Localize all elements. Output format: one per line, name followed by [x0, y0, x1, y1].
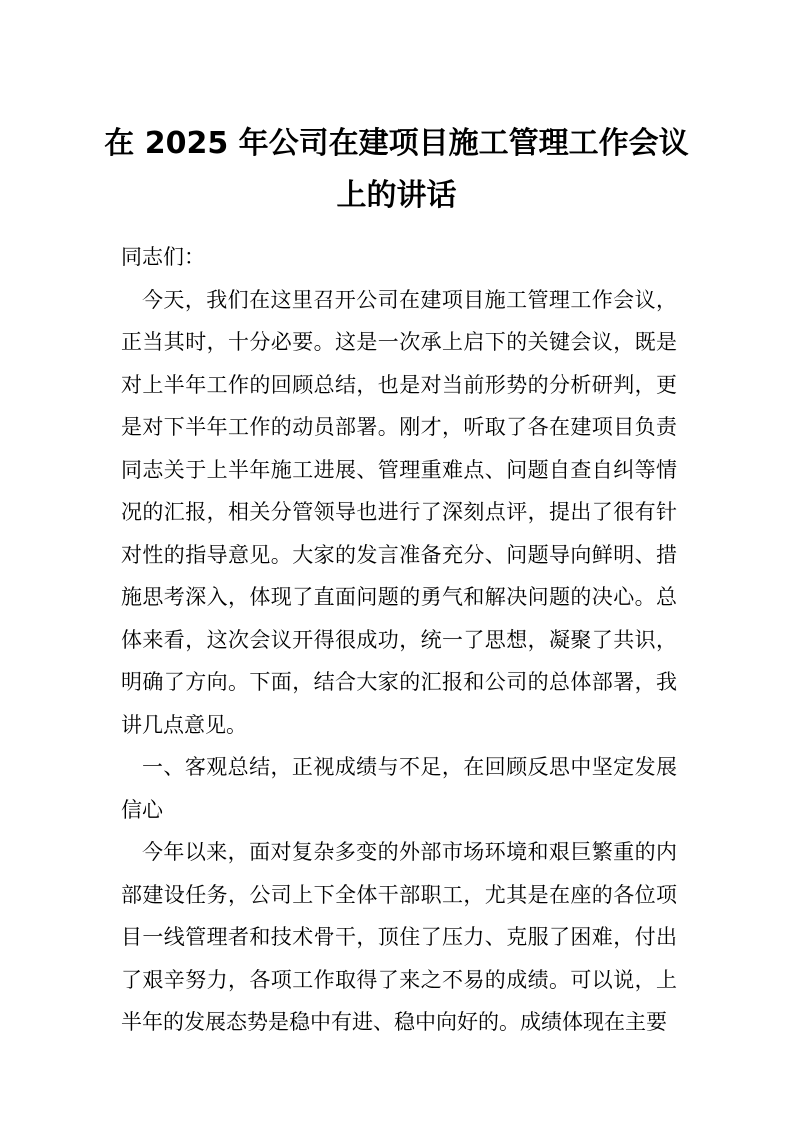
- title-line-1: 在 2025 年公司在建项目施工管理工作会议: [104, 126, 689, 161]
- document-body: [121, 236, 677, 1044]
- salutation: 同志们：: [121, 245, 205, 269]
- section-heading-1: 一、客观总结，正视成绩与不足，在回顾反思中坚定发展信心: [121, 755, 677, 822]
- paragraph-opening: 今天，我们在这里召开公司在建项目施工管理工作会议，正当其时，十分必要。这是一次承上启下的关键会议，既是对上半年工作的回顾总结，也是对当前形势的分析研判，更是对下半年工作的动员部署。刚才，听取了各在建项目负责同志关于上半年施工进展、管理重难点、问题自查自纠等情况的汇报，相关分管领导也进行了深刻点评，提出了很有针对性的指导意见。大家的发言准备充分、问题导向鲜明、措施思考深入，体现了直面问题的勇气和解决问题的决心。总体来看，这次会议开得很成功，统一了思想，凝聚了共识，明确了方向。下面，结合大家的汇报和公司的总体部署，我讲几点意见。: [121, 287, 677, 737]
- document-title: [100, 118, 693, 222]
- title-line-2: 上的讲话: [336, 178, 457, 213]
- paragraph-section-1: 今年以来，面对复杂多变的外部市场环境和艰巨繁重的内部建设任务，公司上下全体干部职工，尤其是在座的各位项目一线管理者和技术骨干，顶住了压力、克服了困难，付出了艰辛努力，各项工作取得了来之不易的成绩。可以说，上半年的发展态势是稳中有进、稳中向好的。成绩体现在主要: [121, 840, 677, 1034]
